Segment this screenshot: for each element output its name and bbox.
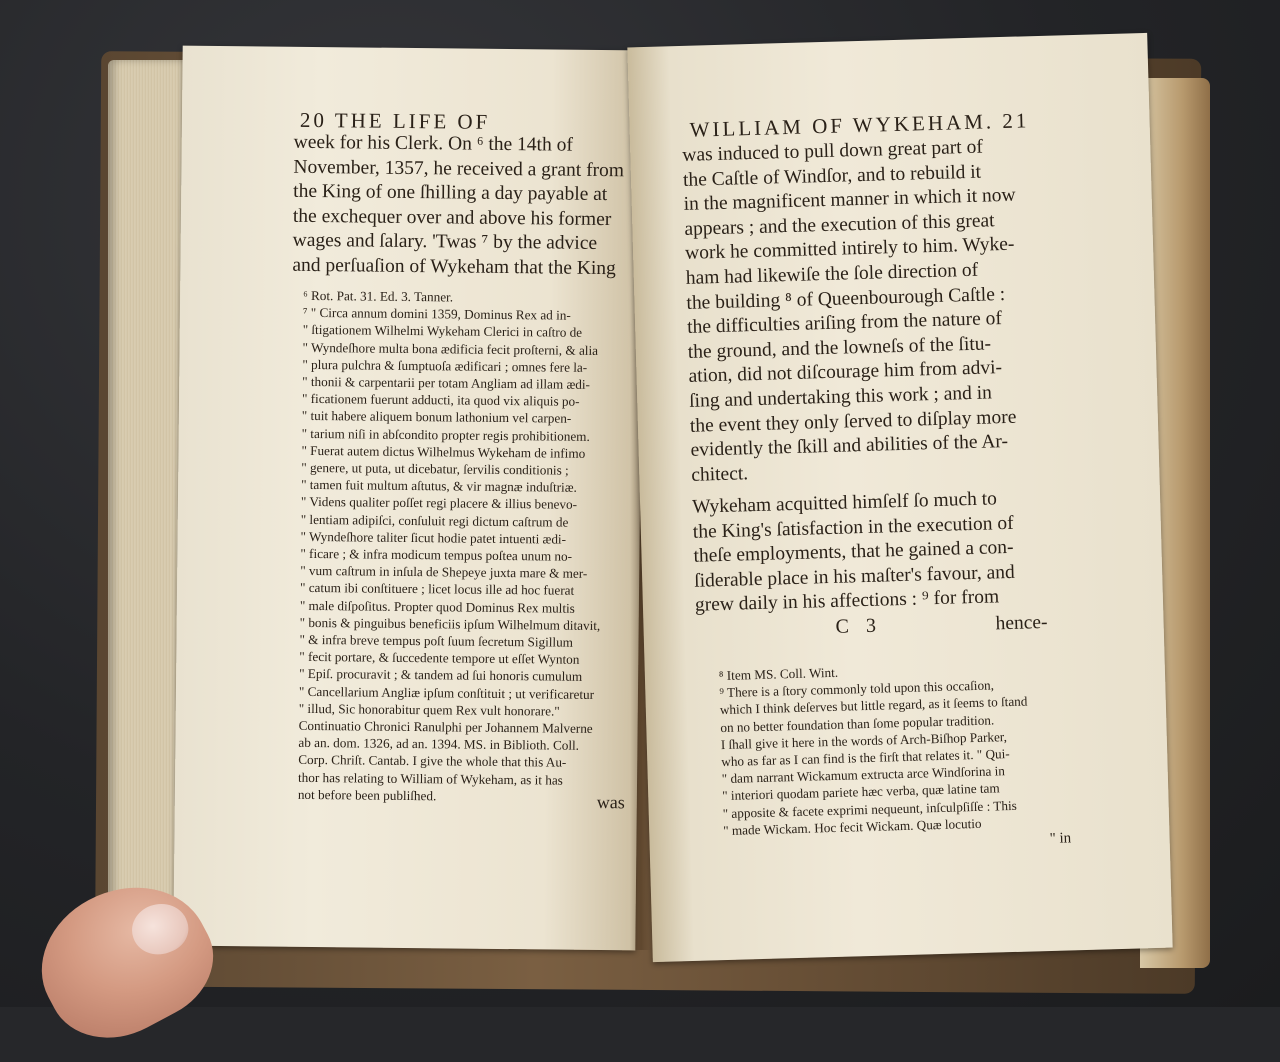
left-footnote-line: " ſtigationem Wilhelmi Wykeham Clerici in caſtro de	[302, 322, 583, 341]
right-footnote-line: " made Wickam. Hoc fecit Wickam. Quæ locutio	[723, 815, 982, 838]
left-footnote-line: thor has relating to William of Wykeham, as it has	[297, 769, 563, 788]
right-footnote-line: I ſhall give it here in the words of Arch-Biſhop Parker,	[720, 728, 1008, 752]
left-footnote-line: " thonii & carpentarii per totam Angliam ad illam ædi-	[302, 373, 591, 392]
left-footnotes	[298, 287, 604, 806]
right-footnote-line: on no better foundation than ſome popular tradition.	[720, 712, 995, 735]
right-body-line: the ground, and the lowneſs of the ſitu-	[687, 333, 992, 363]
left-footnote-line: " Videns qualiter poſſet regi placere & illius benevo-	[300, 494, 578, 513]
signature-mark: C 3	[835, 614, 883, 638]
left-footnote-line: " & infra breve tempus poſt ſuum ſecretum Sigillum	[299, 631, 574, 650]
left-footnote-line: Corp. Chriſt. Cantab. I give the whole that this Au-	[298, 752, 567, 771]
left-running-head: 20 THE LIFE OF	[299, 107, 491, 134]
left-footnote-line: " Wyndeſhore taliter ſicut hodie patet intuenti ædi-	[300, 528, 567, 547]
right-running-head: WILLIAM OF WYKEHAM. 21	[689, 108, 1030, 142]
left-body-line: wages and ſalary. 'Twas ⁷ by the advice	[292, 230, 598, 255]
left-footnote-line: " Fuerat autem dictus Wilhelmus Wykeham de infimo	[301, 442, 586, 461]
right-body-line: ham had likewiſe the ſole direction of	[685, 259, 979, 289]
right-body-paragraph-2-line: grew daily in his affections : ⁹ for from	[694, 586, 1000, 617]
left-body-line: and perſuaſion of Wykeham that the King	[292, 254, 616, 280]
left-footnote-line: " ficare ; & infra modicum tempus poſtea unum no-	[300, 545, 573, 564]
left-page	[173, 46, 644, 951]
left-footnote-line: not before been publiſhed.	[297, 786, 437, 804]
left-footnote-line: " male diſpoſitus. Propter quod Dominus Rex multis	[299, 597, 575, 616]
left-footnote-line: " illud, Sic honorabitur quem Rex vult honorare."	[298, 700, 560, 719]
left-footnote-line: Continuatio Chronici Ranulphi per Johannem Malverne	[298, 717, 593, 737]
right-body-paragraph-2-line: theſe employments, that he gained a con-	[693, 537, 1014, 567]
left-footnote-line: " Cancellarium Angliæ ipſum conſtituit ; ut verificaretur	[298, 683, 595, 702]
left-footnote-line: " lentiam adipiſci, conſuluit regi dictum caſtrum de	[300, 511, 569, 530]
left-body-line: week for his Clerk. On ⁶ the 14th of	[293, 131, 574, 156]
left-footnote-line: " catum ibi conſtituere ; licet locus ille ad hoc fuerat	[299, 580, 575, 599]
right-body-line: chitect.	[690, 462, 749, 486]
right-body-line: was induced to pull down great part of	[682, 136, 984, 166]
right-body-line: work he committed intirely to him. Wyke-	[684, 234, 1015, 265]
right-body-catchword: hence-	[995, 611, 1048, 635]
right-body-paragraph-2-line: the King's ſatisfaction in the execution of	[692, 512, 1014, 543]
left-footnote-line: " Wyndeſhore multa bona ædificia fecit proſterni, & alia	[302, 339, 599, 358]
right-body-line: appears ; and the execution of this great	[684, 210, 995, 240]
left-footnote-line: " genere, ut puta, ut dicebatur, ſervilis conditionis ;	[301, 459, 569, 478]
right-footnote-line: " interiori quodam pariete hæc verba, quæ latine tam	[722, 780, 1000, 804]
right-footnote-line: " apposite & facete exprimi nequeunt, inſculpſiſſe : This	[722, 797, 1017, 821]
right-body-line: in the magnificent manner in which it now	[683, 184, 1016, 216]
left-body-line: the King of one ſhilling a day payable at	[293, 180, 608, 206]
right-body-line: evidently the ſkill and abilities of the Ar-	[690, 431, 1009, 461]
left-footnote-line: " plura pulchra & ſumptuoſa ædificari ; omnes fere la-	[302, 356, 588, 375]
left-footnote-line: ab an. dom. 1326, ad an. 1394. MS. in Biblioth. Coll.	[298, 735, 580, 754]
right-footnote-line: " dam narrant Wickamum extructa arce Windſorina in	[721, 763, 1006, 787]
left-footnote-line: " tarium niſi in abſcondito propter regis prohibitionem.	[301, 425, 590, 444]
right-body-line: ſing and undertaking this work ; and in	[688, 382, 993, 412]
left-catchword: was	[596, 791, 625, 813]
left-footnote-line: " Epiſ. procuravit ; & tandem ad ſui honoris cumulum	[299, 666, 583, 685]
right-body-line: the Caſtle of Windſor, and to rebuild it	[682, 161, 982, 191]
left-footnote-line: " fecit portare, & ſuccedente tempore ut eſſet Wynton	[299, 649, 580, 668]
right-body-text-2	[692, 487, 1016, 619]
right-page	[627, 33, 1172, 962]
right-body-line: ation, did not diſcourage him from advi-	[688, 357, 1003, 388]
left-body-text	[292, 131, 624, 282]
right-body-paragraph-2-line: ſiderable place in his maſter's favour, and	[693, 561, 1015, 592]
left-footnote-line: " bonis & pinguibus beneficiis ipſum Wilhelmum ditavit,	[299, 614, 601, 633]
left-footnote-line: ⁶ Rot. Pat. 31. Ed. 3. Tanner.	[303, 287, 454, 305]
left-footnote-line: " tamen fuit multum aſtutus, & vir magnæ induſtriæ.	[301, 477, 577, 495]
right-body-paragraph-2-line: Wykeham acquitted himſelf ſo much to	[691, 488, 998, 518]
left-footnote-line: " ficationem fuerunt adducti, ita quod vix aliquis po-	[301, 391, 580, 409]
right-body-text	[682, 135, 1023, 488]
right-footnote-line: ⁸ Item MS. Coll. Wint.	[718, 664, 839, 684]
left-footnote-line: " tuit habere aliquem bonum lathonium vel carpen-	[301, 408, 572, 427]
left-body-line: November, 1357, he received a grant from	[293, 156, 625, 181]
right-footnote-line: which I think deſerves but little regard, as it ſeems to ſtand	[719, 693, 1028, 718]
right-footnotes	[719, 659, 1031, 840]
right-footnote-line: who as far as I can find is the firſt that relates it. " Qui-	[721, 746, 1010, 770]
right-body-line: the event they only ſerved to diſplay more	[689, 406, 1017, 437]
right-body-line: the building ⁸ of Queenbourough Caſtle :	[686, 283, 1006, 314]
left-body-line: the exchequer over and above his former	[292, 205, 612, 230]
left-footnote-line: " vum caſtrum in inſula de Shepeye juxta mare & mer-	[300, 563, 588, 582]
right-body-line: the difficulties ariſing from the nature of	[686, 308, 1003, 339]
right-footnote-line: ⁹ There is a ſtory commonly told upon this occaſion,	[719, 677, 995, 701]
right-catchword: " in	[1049, 830, 1072, 847]
left-footnote-line: ⁷ " Circa annum domini 1359, Dominus Rex ad in-	[302, 305, 571, 323]
